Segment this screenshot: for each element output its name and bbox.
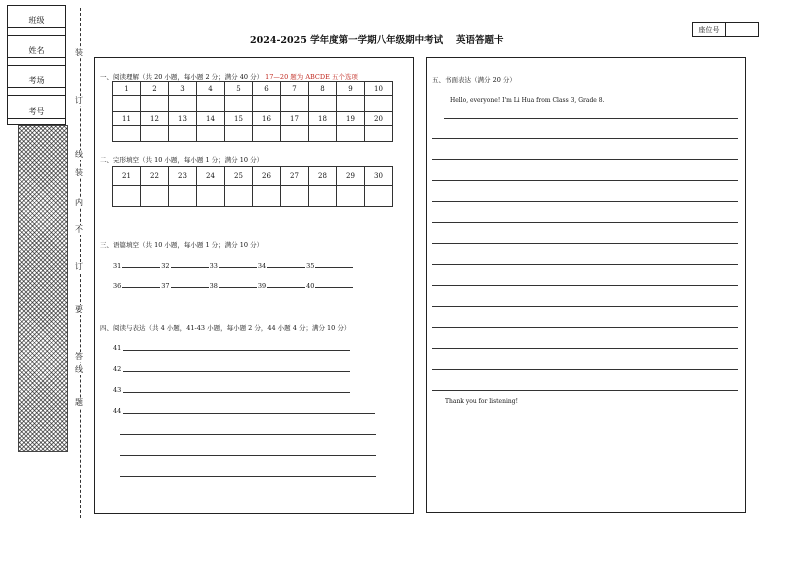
blank-number: 31 [113,262,122,270]
answer-cell[interactable] [253,186,281,207]
question-number: 17 [281,112,309,126]
info-field[interactable] [8,66,65,96]
blank-line[interactable] [122,267,160,268]
info-field-label: 考号 [8,106,65,119]
hatched-area [18,125,68,452]
blank-line[interactable] [219,267,257,268]
info-field[interactable] [8,6,65,36]
question-number: 30 [365,167,393,186]
section-4-title: 四、阅读与表达（共 4 小题，41-43 小题，每小题 2 分，44 小题 4 分；满分 10 分） [100,324,351,332]
blank-line[interactable] [267,287,305,288]
question-number: 28 [309,167,337,186]
writing-line[interactable] [432,369,738,370]
answer-cell[interactable] [197,126,225,142]
answer-cell[interactable] [365,96,393,112]
answer-cell[interactable] [281,126,309,142]
blank-line[interactable] [315,287,353,288]
answer-cell[interactable] [113,96,141,112]
question-number: 2 [141,82,169,96]
binding-char: 订 [75,96,83,105]
question-number: 16 [253,112,281,126]
binding-char: 装 [75,168,83,177]
blank-number: 39 [257,282,267,290]
student-info-box [7,5,66,125]
writing-opening: Hello, everyone! I'm Li Hua from Class 3, Grade 8. [450,97,605,104]
answer-cell[interactable] [113,126,141,142]
question-number: 12 [141,112,169,126]
blank-number: 38 [209,282,218,290]
binding-char: 线 [75,365,83,374]
question-number: 14 [197,112,225,126]
blank-number: 33 [209,262,218,270]
binding-char: 内 [75,198,83,207]
writing-line[interactable] [432,222,738,223]
blank-line[interactable] [171,267,209,268]
question-number: 29 [337,167,365,186]
question-number: 23 [169,167,197,186]
info-field-label: 姓名 [8,45,65,58]
binding-char: 题 [75,398,83,407]
blank-line[interactable] [122,287,160,288]
blank-line[interactable] [315,267,353,268]
question-number: 24 [197,167,225,186]
question-number: 4 [197,82,225,96]
section-3-row-1 [113,262,354,270]
answer-line[interactable] [123,350,350,351]
writing-line[interactable] [432,243,738,244]
blank-number: 36 [113,282,122,290]
answer-cell[interactable] [337,96,365,112]
answer-cell[interactable] [337,126,365,142]
info-field[interactable] [8,36,65,66]
answer-cell[interactable] [281,96,309,112]
writing-line[interactable] [432,159,738,160]
info-field-label: 考场 [8,75,65,88]
answer-cell[interactable] [225,186,253,207]
blank-number: 35 [306,262,315,270]
blank-number: 40 [306,282,315,290]
question-number: 27 [281,167,309,186]
section-2-grid [112,166,393,207]
blank-line[interactable] [267,267,305,268]
question-number: 11 [113,112,141,126]
answer-cell[interactable] [225,96,253,112]
answer-cell[interactable] [253,126,281,142]
answer-cell[interactable] [365,186,393,207]
writing-line[interactable] [432,306,738,307]
question-number: 5 [225,82,253,96]
answer-cell[interactable] [169,126,197,142]
answer-cell[interactable] [197,96,225,112]
question-number: 42 [113,365,122,373]
question-number: 18 [309,112,337,126]
writing-line[interactable] [432,390,738,391]
seat-number-box [692,22,759,37]
info-field[interactable] [8,96,65,126]
answer-cell[interactable] [309,126,337,142]
question-number: 44 [113,407,122,415]
question-number: 9 [337,82,365,96]
section-1-heading: 一、阅读理解（共 20 小题，每小题 2 分；满分 40 分） [100,73,264,81]
question-number: 13 [169,112,197,126]
seat-label: 座位号 [693,23,726,36]
writing-line[interactable] [432,180,738,181]
answer-cell[interactable] [225,126,253,142]
question-number: 3 [169,82,197,96]
answer-cell[interactable] [281,186,309,207]
answer-cell[interactable] [141,96,169,112]
binding-char: 装 [75,48,83,57]
info-field-label: 班级 [8,15,65,28]
section-3-row-2 [113,282,354,290]
answer-line[interactable] [123,371,350,372]
writing-line[interactable] [432,327,738,328]
answer-cell[interactable] [309,96,337,112]
answer-cell[interactable] [113,186,141,207]
question-number: 7 [281,82,309,96]
writing-closing: Thank you for listening! [445,398,519,405]
blank-number: 32 [161,262,170,270]
answer-cell[interactable] [141,126,169,142]
answer-cell[interactable] [169,186,197,207]
answer-line[interactable] [123,392,350,393]
section-1-grid [112,81,393,142]
blank-number: 34 [257,262,267,270]
question-number: 22 [141,167,169,186]
question-number: 19 [337,112,365,126]
question-number: 25 [225,167,253,186]
question-number: 10 [365,82,393,96]
writing-line[interactable] [432,348,738,349]
question-number: 6 [253,82,281,96]
question-number: 26 [253,167,281,186]
answer-line[interactable] [123,413,375,414]
answer-cell[interactable] [337,186,365,207]
binding-char: 线 [75,150,83,159]
writing-line[interactable] [432,264,738,265]
blank-line[interactable] [171,287,209,288]
binding-char: 不 [75,225,83,234]
seat-number-field[interactable] [726,23,758,36]
answer-cell[interactable] [197,186,225,207]
question-number: 8 [309,82,337,96]
writing-line[interactable] [444,118,738,119]
answer-line[interactable] [120,476,376,477]
writing-line[interactable] [432,201,738,202]
section-2-title: 二、完形填空（共 10 小题，每小题 1 分；满分 10 分） [100,156,264,164]
question-number: 21 [113,167,141,186]
answer-cell[interactable] [141,186,169,207]
binding-char: 答 [75,352,83,361]
question-number: 20 [365,112,393,126]
section-1-title [100,72,358,81]
section-1-note: 17—20 题为 ABCDE 五个选项 [265,73,358,81]
writing-line[interactable] [432,285,738,286]
question-number: 41 [113,344,122,352]
answer-cell[interactable] [253,96,281,112]
binding-char: 要 [75,305,83,314]
blank-line[interactable] [219,287,257,288]
binding-char: 订 [75,262,83,271]
answer-line[interactable] [120,434,376,435]
answer-cell[interactable] [365,126,393,142]
section-3-title: 三、语篇填空（共 10 小题，每小题 1 分；满分 10 分） [100,241,264,249]
question-number: 1 [113,82,141,96]
question-number: 15 [225,112,253,126]
answer-cell[interactable] [169,96,197,112]
blank-number: 37 [161,282,170,290]
page-title: 2024-2025 学年度第一学期八年级期中考试 英语答题卡 [250,35,504,46]
answer-cell[interactable] [309,186,337,207]
question-number: 43 [113,386,122,394]
answer-line[interactable] [120,455,376,456]
section-5-title: 五、书面表达（满分 20 分） [432,76,516,84]
writing-line[interactable] [432,138,738,139]
